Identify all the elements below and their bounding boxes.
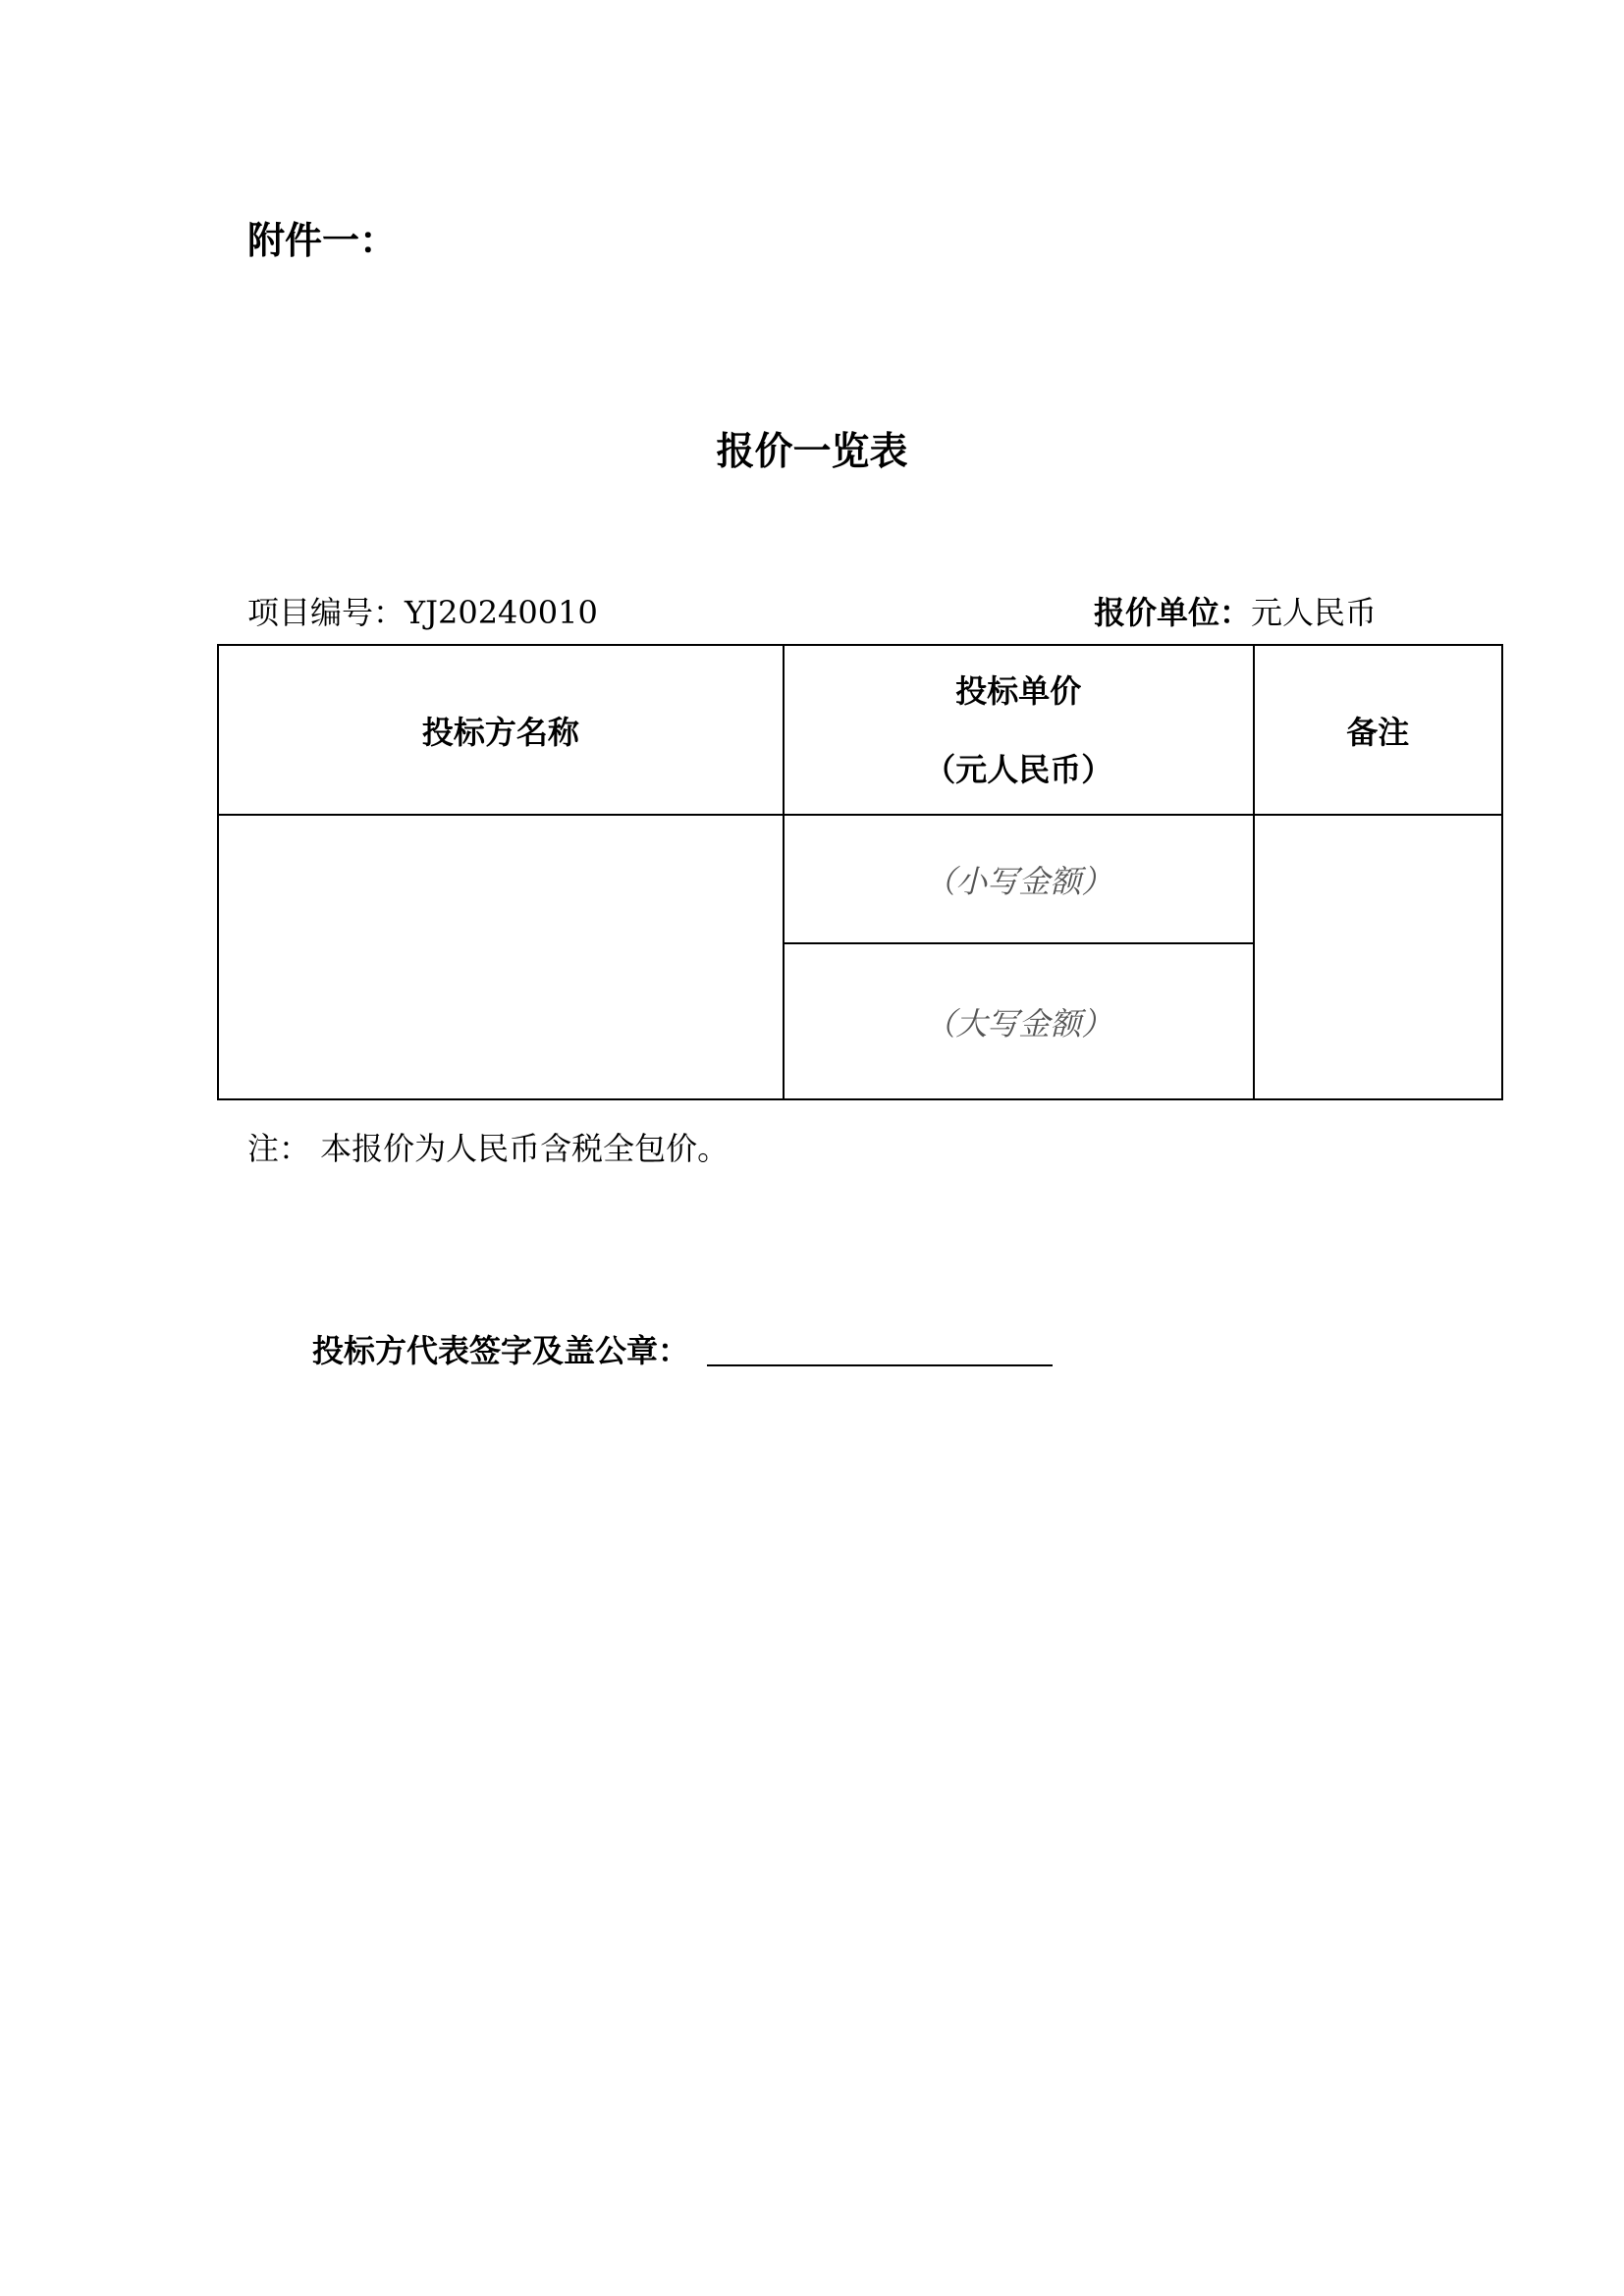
lowercase-amount-cell[interactable]: （小写金额）	[784, 815, 1254, 943]
project-number-label: 项目编号：	[247, 594, 406, 631]
bidder-name-cell[interactable]	[218, 815, 784, 1099]
remarks-cell[interactable]	[1254, 815, 1502, 1099]
quote-unit-line	[1094, 593, 1377, 632]
attachment-label: 附件一：	[247, 218, 398, 262]
document-title: 报价一览表	[716, 429, 908, 474]
unit-price-header-title: 投标单价	[955, 671, 1082, 710]
bidder-name-header: 投标方名称	[218, 645, 784, 815]
quote-table	[217, 644, 1503, 1100]
quote-unit-label: 报价单位：	[1093, 594, 1251, 631]
project-number-line	[247, 593, 598, 632]
table-header-row	[218, 645, 1502, 815]
signature-blank-line[interactable]	[707, 1364, 1053, 1366]
tax-note: 注： 本报价为人民币含税全包价。	[247, 1130, 730, 1167]
remarks-header: 备注	[1254, 645, 1502, 815]
quote-unit-value: 元人民币	[1250, 594, 1377, 631]
unit-price-header-currency: （元人民币）	[924, 750, 1113, 788]
unit-price-header	[784, 645, 1254, 815]
project-number-value: YJ20240010	[405, 594, 598, 631]
table-row	[218, 815, 1502, 943]
signature-label: 投标方代表签字及盖公章：	[312, 1332, 690, 1369]
uppercase-amount-cell[interactable]: （大写金额）	[784, 943, 1254, 1099]
